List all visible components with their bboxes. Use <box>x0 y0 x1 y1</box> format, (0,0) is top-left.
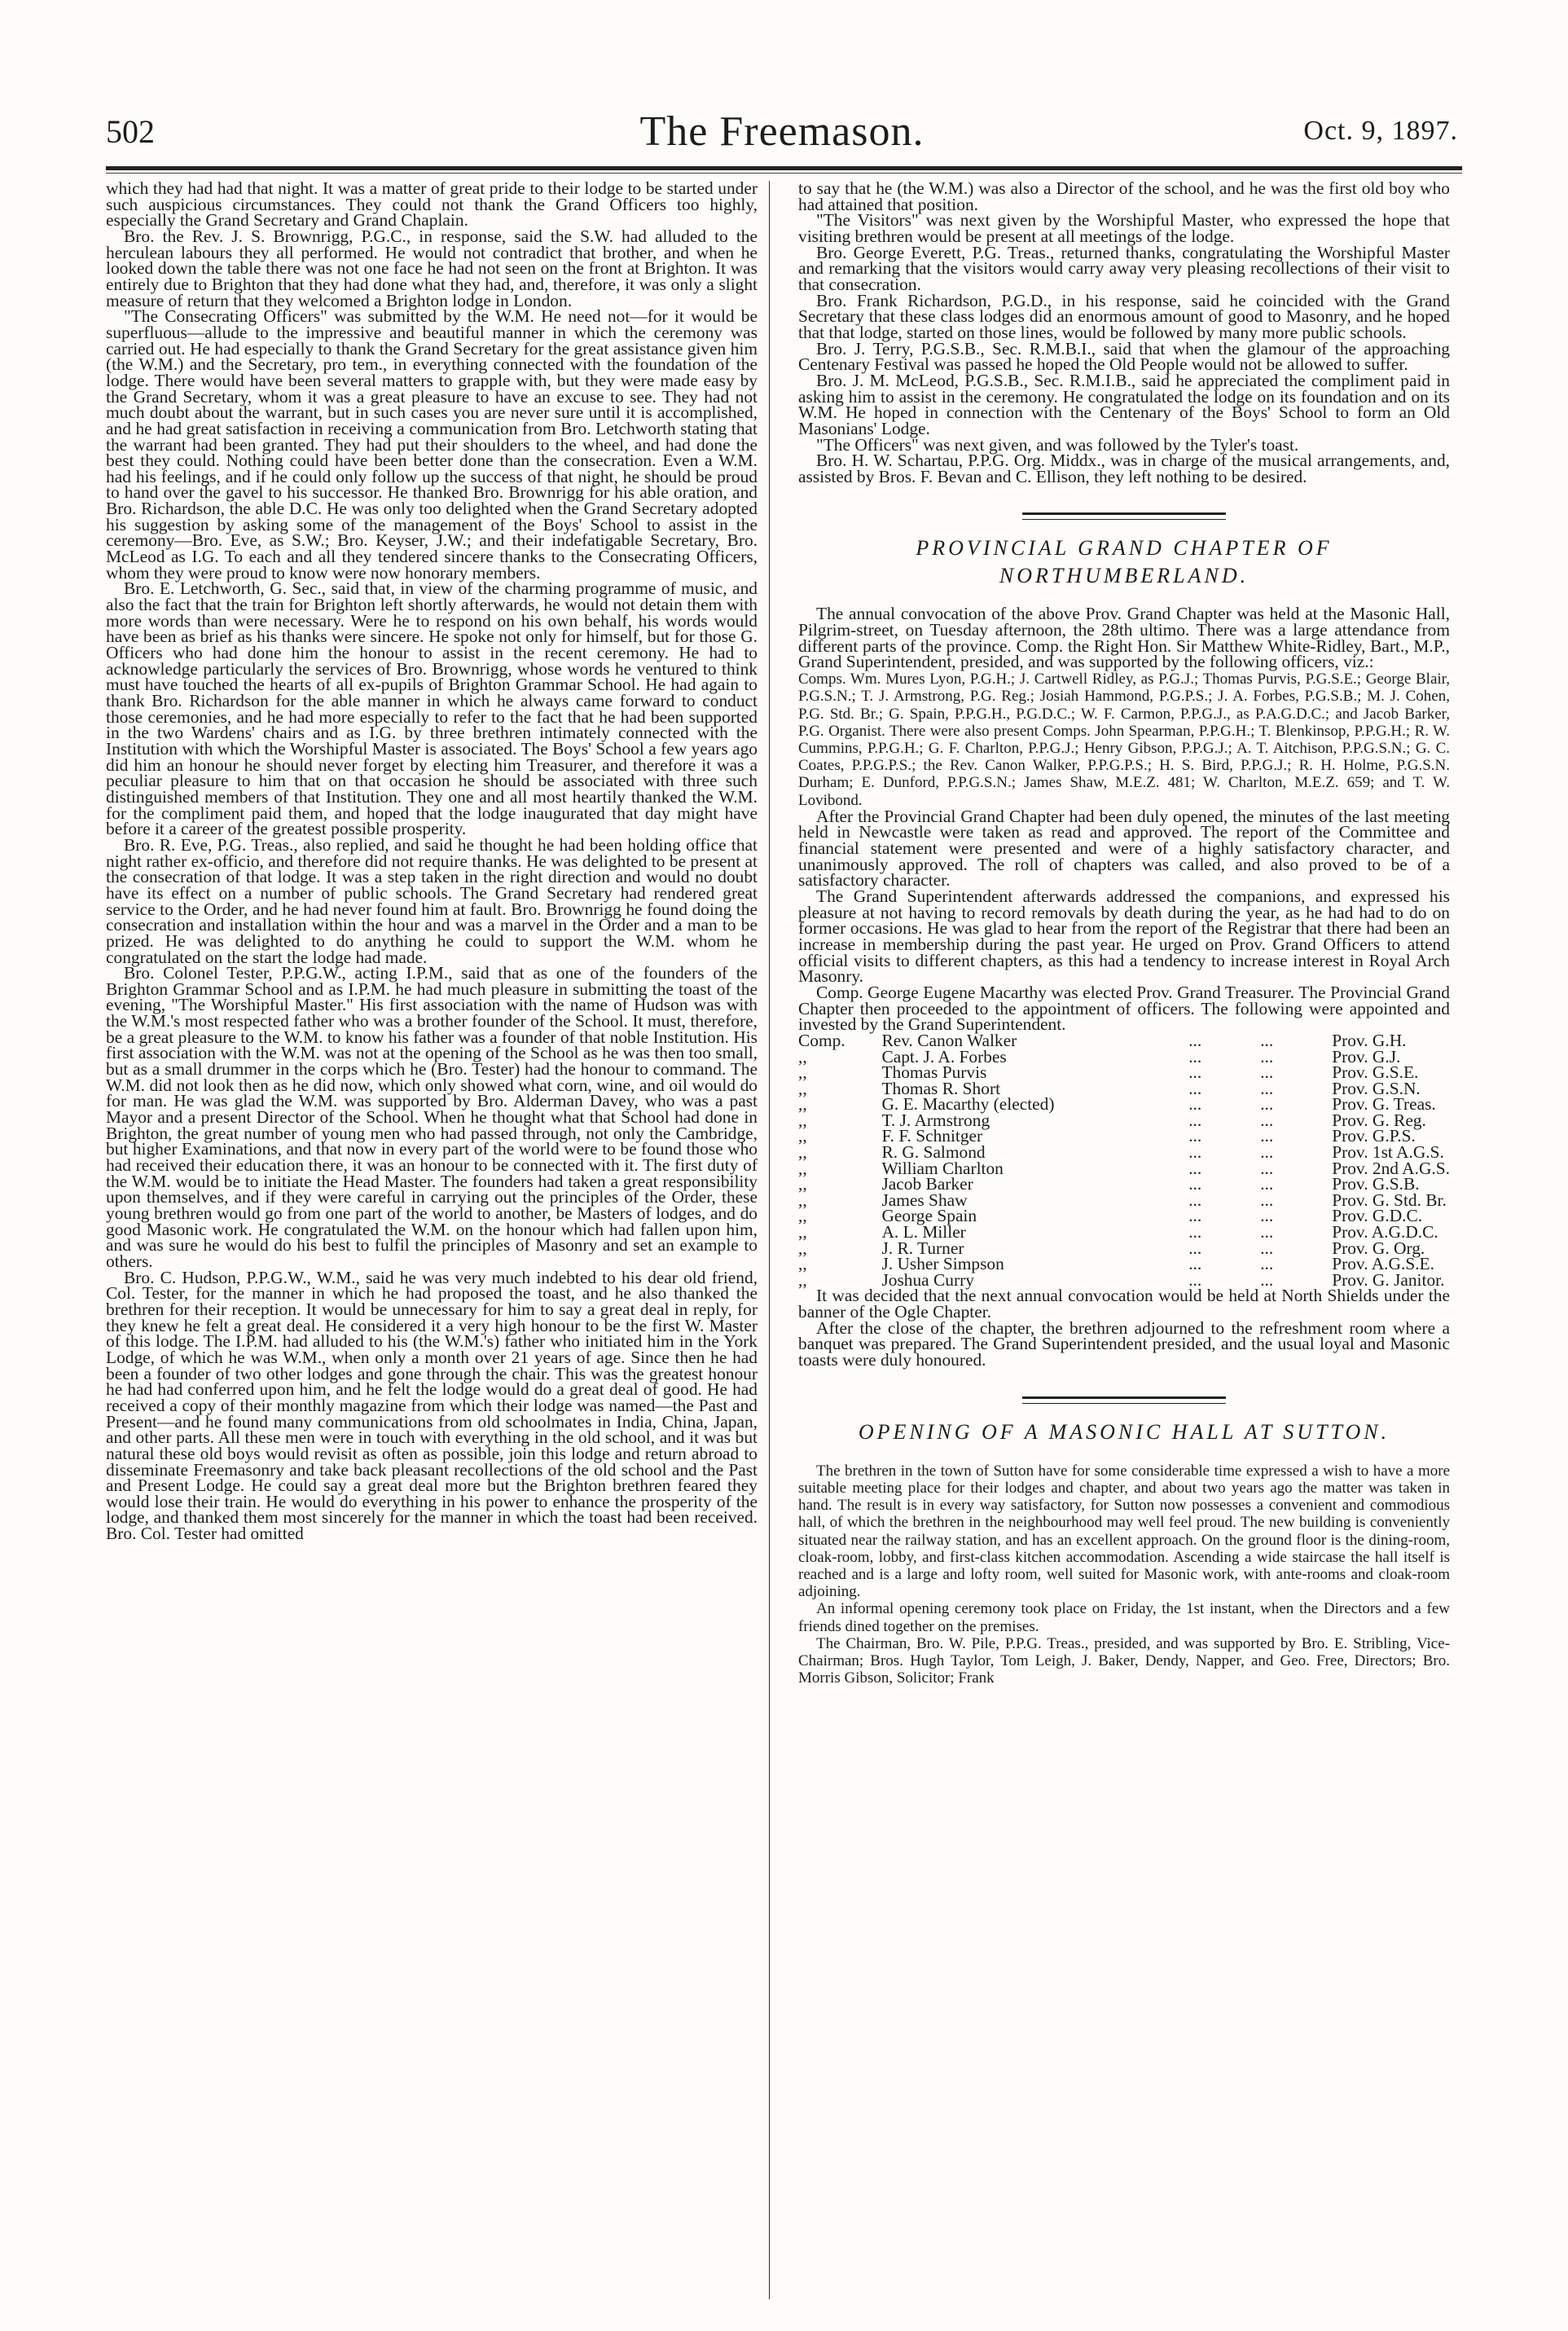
leader-dots: ... <box>1188 1190 1202 1210</box>
leader-dots: ... <box>1188 1126 1202 1146</box>
officer-prefix: ,, <box>798 1222 807 1242</box>
officer-office: Prov. 1st A.G.S. <box>1332 1142 1444 1163</box>
officer-prefix: ,, <box>798 1094 807 1115</box>
leader-dots: ... <box>1188 1254 1202 1274</box>
officer-name: R. G. Salmond <box>881 1142 986 1163</box>
officer-office: Prov. A.G.S.E. <box>1332 1254 1434 1274</box>
leader-dots: ... <box>1260 1078 1274 1098</box>
officer-office: Prov. G.J. <box>1332 1046 1401 1067</box>
officer-name: A. L. Miller <box>881 1222 966 1242</box>
section-divider <box>1022 1396 1226 1404</box>
paragraph: Bro. J. M. McLeod, P.G.S.B., Sec. R.M.I.B., said he appreciated the compliment paid in asking him to assist in the ceremony. He congratulated the lodge on its foundation and on its W.M. He hoped in connection with the Centenary of the Boys' School to form an Old Masonians' Lodge. <box>798 370 1450 438</box>
leader-dots: ... <box>1188 1269 1202 1290</box>
leader-dots: ... <box>1188 1142 1202 1163</box>
paragraph: The brethren in the town of Sutton have for some considerable time expressed a wish to have a more suitable meeting place for their lodges and chapter, and about two years ago the matter was taken in hand. The result is in every way satisfactory, for Sutton now possesses a convenient and commodious hall, of which the brethren in the neighbourhood may well feel proud. The new building is conveniently situated near the railway station, and has an excellent approach. On the ground floor is the dining-room, cloak-room, lobby, and first-class kitchen accommodation. Ascending a wide staircase the hall itself is reached and is a large and lofty room, well suited for Masonic work, with ante-rooms and cloak-room adjoining. <box>798 1462 1450 1601</box>
officer-name: F. F. Schnitger <box>881 1126 983 1146</box>
paragraph: Bro. the Rev. J. S. Brownrigg, P.G.C., in response, said the S.W. had alluded to the herculean labours they all performed. He would not contradict that brother, and when he looked down the table there was not one face he had not seen on the front at Brighton. It was entirely due to Brighton that they had done what they had, and, therefore, it was only a slight measure of return that they welcomed a Brighton lodge in London. <box>106 226 758 310</box>
officer-office: Prov. G.H. <box>1332 1030 1407 1050</box>
issue-date: Oct. 9, 1897. <box>1303 116 1458 146</box>
officer-office: Prov. G.P.S. <box>1332 1126 1416 1146</box>
leader-dots: ... <box>1188 1206 1202 1226</box>
officer-name: Thomas R. Short <box>881 1078 1001 1098</box>
officer-prefix: ,, <box>798 1238 807 1258</box>
officer-office: Prov. G. Treas. <box>1332 1094 1436 1115</box>
paragraph: to say that he (the W.M.) was also a Director of the school, and he was the first old boy who had attained that position. <box>798 178 1450 214</box>
officer-prefix: ,, <box>798 1174 807 1194</box>
header-rule <box>106 166 1462 170</box>
officer-name: William Charlton <box>881 1158 1004 1178</box>
officer-office: Prov. G. Std. Br. <box>1332 1190 1447 1210</box>
officer-office: Prov. G.S.N. <box>1332 1078 1421 1098</box>
paragraph: Bro. E. Letchworth, G. Sec., said that, in view of the charming programme of music, and also the fact that the train for Brighton left shortly afterwards, he would not detain them with more words than were necessary. Were he to respond on his own behalf, his words would have been as brief as his thanks were sincere. He spoke not only for himself, but for those G. Officers who had done him the honour to assist in the recent ceremony. He had to acknowledge particularly the services of Bro. Brownrigg, whose words he ventured to think must have touched the hearts of all ex-pupils of Brighton Grammar School. He had again to thank Bro. Richardson for the able manner in which he always came forward to conduct those ceremonies, and he had more especially to refer to the fact that he had been supported in the two Wardens' chairs and as I.G. by three brethren intimately connected with the Institution with which the Worshipful Master is associated. The Boys' School a few years ago did him an honour he should never forget by electing him Treasurer, and therefore it was a peculiar pleasure to him that on that occasion he should be associated with three such distinguished members of that Institution. They one and all most heartily thanked the W.M. for the compliment paid them, and hoped that the lodge inaugurated that day might have before it a career of the greatest possible prosperity. <box>106 578 758 839</box>
officer-prefix: ,, <box>798 1062 807 1083</box>
leader-dots: ... <box>1260 1126 1274 1146</box>
leader-dots: ... <box>1260 1174 1274 1194</box>
officer-office: Prov. G.D.C. <box>1332 1206 1423 1226</box>
masthead-title: The Freemason. <box>639 108 925 155</box>
officer-prefix: ,, <box>798 1110 807 1130</box>
officers-present-list: Comps. Wm. Mures Lyon, P.G.H.; J. Cartwell Ridley, as P.G.J.; Thomas Purvis, P.G.S.E.; George Blair, P.G.S.N.; T. J. Armstrong, P.G. Reg.; Josiah Hammond, P.G.P.S.; J. A. Forbes, P.G.S.B.; M. J. Cohen, P.G. Std. Br.; G. Spain, P.P.G.H., P.G.D.C.; W. F. Carmon, P.P.G.J., as P.A.G.D.C.; and Jacob Barker, P.G. Organist. There were also present Comps. John Spearman, P.P.G.H.; T. Blenkinsop, P.P.G.H.; R. W. Cummins, P.P.G.H.; G. F. Charlton, P.P.G.J.; Henry Gibson, P.P.G.J.; A. T. Aitchison, P.P.G.S.N.; G. C. Coates, P.P.G.P.S.; the Rev. Canon Walker, P.P.G.P.S.; H. S. Bird, P.P.G.J.; R. H. Holme, P.G.S.N. Durham; E. Dunford, P.P.G.S.N.; James Shaw, M.E.Z. 481; W. Charlton, M.E.Z. 659; and T. W. Lovibond. <box>798 671 1450 809</box>
leader-dots: ... <box>1260 1254 1274 1274</box>
leader-dots: ... <box>1188 1238 1202 1258</box>
paragraph: After the Provincial Grand Chapter had been duly opened, the minutes of the last meeting held in Newcastle were taken as read and approved. The report of the Committee and financial statement were presented and were of a highly satisfactory character, and unanimously approved. The roll of chapters was called, and also proved to be of a satisfactory character. <box>798 806 1450 891</box>
officer-name: Thomas Purvis <box>881 1062 987 1083</box>
section-heading-sutton-hall: OPENING OF A MASONIC HALL AT SUTTON. <box>858 1419 1390 1444</box>
leader-dots: ... <box>1260 1269 1274 1290</box>
leader-dots: ... <box>1188 1174 1202 1194</box>
heading-line: PROVINCIAL GRAND CHAPTER OF <box>916 536 1333 561</box>
paragraph: which they had had that night. It was a matter of great pride to their lodge to be started under such auspicious circumstances. They could not thank the Grand Officers too highly, especially the Grand Secretary and Grand Chaplain. <box>106 178 758 231</box>
leader-dots: ... <box>1188 1158 1202 1178</box>
officer-prefix: Comp. <box>798 1030 845 1050</box>
officer-name: J. R. Turner <box>881 1238 964 1258</box>
paragraph: Bro. Colonel Tester, P.P.G.W., acting I.P.M., said that as one of the founders of the Brighton Grammar School and as I.P.M. he had much pleasure in submitting the toast of the evening, "The Worshipful Master." His first association with the name of Hudson was with the W.M.'s most respected father who was a brother founder of the School. It must, therefore, be a great pleasure to the W.M. to know his father was a founder of that noble Institution. His first association with the W.M. was not at the opening of the School as he was then too small, but as a small drummer in the corps which he (Bro. Tester) had the honour to command. The W.M. did not look then as he did now, which only showed what corn, wine, and oil would do for man. He was glad the W.M. was supported by Bro. Alderman Davey, who was a past Mayor and a present Director of the School. When he thought what that School had done in Brighton, the great number of young men who had passed through, not only the Cambridge, but higher Examinations, and that now in every part of the world were to be found those who had received their education there, it was an honour to be connected with it. The first duty of the W.M. would be to initiate the Head Master. The founders had taken a great responsibility upon themselves, and if they were careful in carrying out the principles of the Order, these young brethren would go from one part of the world to another, be Masters of lodges, and do good Masonic work. He congratulated the W.M. on the honour which had fallen upon him, and was sure he would do his best to fulfil the principles of Masonry and set an example to others. <box>106 963 758 1271</box>
officer-office: Prov. G. Reg. <box>1332 1110 1426 1130</box>
leader-dots: ... <box>1188 1094 1202 1115</box>
section-divider <box>1022 512 1226 520</box>
officer-prefix: ,, <box>798 1269 807 1290</box>
officer-office: Prov. 2nd A.G.S. <box>1332 1158 1450 1178</box>
header-rule-thin <box>106 173 1462 174</box>
leader-dots: ... <box>1188 1078 1202 1098</box>
paragraph: "The Visitors" was next given by the Worshipful Master, who expressed the hope that visiting brethren would be present at all meetings of the lodge. <box>798 210 1450 246</box>
paragraph: Bro. George Everett, P.G. Treas., returned thanks, congratulating the Worshipful Master and remarking that the visitors would carry away very pleasing recollections of their visit to that consecration. <box>798 242 1450 294</box>
officer-name: Capt. J. A. Forbes <box>881 1046 1007 1067</box>
leader-dots: ... <box>1260 1142 1274 1163</box>
officer-name: Rev. Canon Walker <box>881 1030 1017 1050</box>
officer-name: T. J. Armstrong <box>881 1110 990 1130</box>
officer-name: G. E. Macarthy (elected) <box>881 1094 1055 1115</box>
paragraph: Bro. H. W. Schartau, P.P.G. Org. Middx., was in charge of the musical arrangements, and, assisted by Bros. F. Bevan and C. Ellison, they left nothing to be desired. <box>798 451 1450 486</box>
page-number: 502 <box>106 113 155 150</box>
leader-dots: ... <box>1188 1110 1202 1130</box>
officer-office: Prov. A.G.D.C. <box>1332 1222 1438 1242</box>
officer-prefix: ,, <box>798 1206 807 1226</box>
leader-dots: ... <box>1260 1094 1274 1115</box>
paragraph: Bro. Frank Richardson, P.G.D., in his response, said he coincided with the Grand Secretary that these class lodges did an enormous amount of good to Masonry, and he hoped that that lodge, started on those lines, would be followed by many more public schools. <box>798 290 1450 342</box>
leader-dots: ... <box>1188 1062 1202 1083</box>
paragraph: The annual convocation of the above Prov. Grand Chapter was held at the Masonic Hall, Pilgrim-street, on Tuesday afternoon, the 28th ultimo. There was a large attendance from different parts of the province. Comp. the Right Hon. Sir Matthew White-Ridley, Bart., M.P., Grand Superintendent, presided, and was supported by the following officers, viz.: <box>798 604 1450 672</box>
officer-name: George Spain <box>881 1206 977 1226</box>
officer-name: Jacob Barker <box>881 1174 973 1194</box>
leader-dots: ... <box>1188 1222 1202 1242</box>
paragraph: An informal opening ceremony took place on Friday, the 1st instant, when the Directors and a few friends dined together on the premises. <box>798 1600 1450 1635</box>
paragraph: Comp. George Eugene Macarthy was elected Prov. Grand Treasurer. The Provincial Grand Chapter then proceeded to the appointment of officers. The following were appointed and invested by the Grand Superintendent. <box>798 982 1450 1035</box>
paragraph: The Chairman, Bro. W. Pile, P.P.G. Treas., presided, and was supported by Bro. E. Stribling, Vice-Chairman; Bros. Hugh Taylor, Tom Leigh, J. Baker, Dendy, Napper, and Geo. Free, Directors; Bro. Morris Gibson, Solicitor; Frank <box>798 1634 1450 1687</box>
officer-prefix: ,, <box>798 1190 807 1210</box>
officer-prefix: ,, <box>798 1254 807 1274</box>
paragraph: Bro. C. Hudson, P.P.G.W., W.M., said he was very much indebted to his dear old friend, Col. Tester, for the manner in which he had proposed the toast, and he also thanked the brethren for their reception. It would be unnecessary for him to say a great deal in reply, for they knew he felt a great deal. He considered it a very high honour to be the first W. Master of this lodge. The I.P.M. had alluded to his (the W.M.'s) father who initiated him in the York Lodge, of which he was W.M., when only a month over 21 years of age. Since then he had been a founder of two other lodges and gone through the chair. This was the greatest honour he had had conferred upon him, and he felt the lodge would do a great deal of good. He had received a copy of their monthly magazine from which their lodge was named—the Past and Present—and he found many communications from old schoolmates in India, China, Japan, and other parts. All these men were in touch with everything in the old school, and it was but natural these old boys would revisit as often as possible, join this lodge and return abroad to disseminate Freemasonry and take back pleasant recollections of the old school and the Past and Present Lodge. He could say a great deal more but the Brighton brethren feared they would lose their train. He would do everything in his power to enhance the prosperity of the lodge, and thanked them most sincerely for the manner in which the toast had been received. Bro. Col. Tester had omitted <box>106 1267 758 1544</box>
officer-prefix: ,, <box>798 1126 807 1146</box>
officer-name: Joshua Curry <box>881 1269 974 1290</box>
leader-dots: ... <box>1260 1046 1274 1067</box>
paragraph: Bro. R. Eve, P.G. Treas., also replied, and said he thought he had been holding office that night rather ex-officio, and therefore did not require thanks. He was delighted to be present at the consecration of that lodge. It was a step taken in the right direction and would no doubt have its effect on a number of public schools. The Grand Secretary had rendered great service to the Order, and he had never found him at fault. Bro. Brownrigg he found doing the consecration and installation within the hour and was a marvel in the Order and a man to be prized. He was delighted to do anything he could to support the W.M. whom he congratulated on the start the lodge had made. <box>106 834 758 967</box>
paragraph: Bro. J. Terry, P.G.S.B., Sec. R.M.B.I., said that when the glamour of the approaching Centenary Festival was passed he hoped the Old People would not be allowed to suffer. <box>798 338 1450 375</box>
officer-prefix: ,, <box>798 1142 807 1163</box>
officers-table <box>798 1030 1450 1290</box>
leader-dots: ... <box>1260 1190 1274 1210</box>
leader-dots: ... <box>1260 1206 1274 1226</box>
officer-prefix: ,, <box>798 1078 807 1098</box>
paragraph: "The Officers" was next given, and was followed by the Tyler's toast. <box>816 434 1299 455</box>
section-heading-provincial-chapter <box>798 534 1450 590</box>
leader-dots: ... <box>1260 1062 1274 1083</box>
heading-line: NORTHUMBERLAND. <box>999 564 1250 588</box>
left-column <box>106 178 758 1544</box>
officer-prefix: ,, <box>798 1158 807 1178</box>
column-divider <box>769 181 770 2299</box>
paragraph: After the close of the chapter, the brethren adjourned to the refreshment room where a banquet was prepared. The Grand Superintendent presided, and the usual loyal and Masonic toasts were duly honoured. <box>798 1317 1450 1370</box>
right-column <box>798 178 1450 1687</box>
leader-dots: ... <box>1260 1030 1274 1050</box>
officer-office: Prov. G. Org. <box>1332 1238 1425 1258</box>
officer-office: Prov. G. Janitor. <box>1332 1269 1445 1290</box>
paragraph: "The Consecrating Officers" was submitted by the W.M. He need not—for it would be superfluous—allude to the impressive and beautiful manner in which the ceremony was carried out. He had especially to thank the Grand Secretary for the great assistance given him (the W.M.) and the Secretary, pro tem., in everything connected with the foundation of the lodge. There would have been several matters to grapple with, but they were made easy by the Grand Secretary, whom it was a great pleasure to have an excuse to see. They had not much doubt about the warrant, but in such cases you are never sure until it is accomplished, and he had great satisfaction in receiving a communication from Bro. Letchworth stating that the warrant had been granted. They had put their shoulders to the wheel, and had done the best they could. Nothing could have been better done than the consecration. Even a W.M. had his feelings, and if he could only follow up the success of that night, he should be proud to hand over the gavel to his successor. He thanked Bro. Brownrigg for his able oration, and Bro. Richardson, the able D.C. He was only too delighted when the Grand Secretary adopted his suggestion by asking some of the management of the Boys' School to assist in the ceremony—Bro. Eve, as S.W.; Bro. Keyser, J.W.; and their indefatigable Secretary, Bro. McLeod as I.G. To each and all they tendered sincere thanks to the Consecrating Officers, whom they were proud to know were now honorary members. <box>106 306 758 583</box>
leader-dots: ... <box>1260 1158 1274 1178</box>
leader-dots: ... <box>1260 1238 1274 1258</box>
leader-dots: ... <box>1188 1046 1202 1067</box>
leader-dots: ... <box>1260 1222 1274 1242</box>
officer-office: Prov. G.S.B. <box>1332 1174 1420 1194</box>
leader-dots: ... <box>1188 1030 1202 1050</box>
paragraph: The Grand Superintendent afterwards addressed the companions, and expressed his pleasure at not having to record removals by death during the year, as he had had to do on former occasions. He was glad to hear from the report of the Registrar that there had been an increase in membership during the past year. He urged on Prov. Grand Officers to attend official visits to different chapters, as this had a tendency to increase interest in Royal Arch Masonry. <box>798 886 1450 987</box>
officer-office: Prov. G.S.E. <box>1332 1062 1419 1083</box>
page-header <box>106 108 1458 161</box>
leader-dots: ... <box>1260 1110 1274 1130</box>
paragraph: It was decided that the next annual convocation would be held at North Shields under the banner of the Ogle Chapter. <box>798 1286 1450 1322</box>
officer-name: J. Usher Simpson <box>881 1254 1004 1274</box>
officer-prefix: ,, <box>798 1046 807 1067</box>
officer-name: James Shaw <box>881 1190 968 1210</box>
